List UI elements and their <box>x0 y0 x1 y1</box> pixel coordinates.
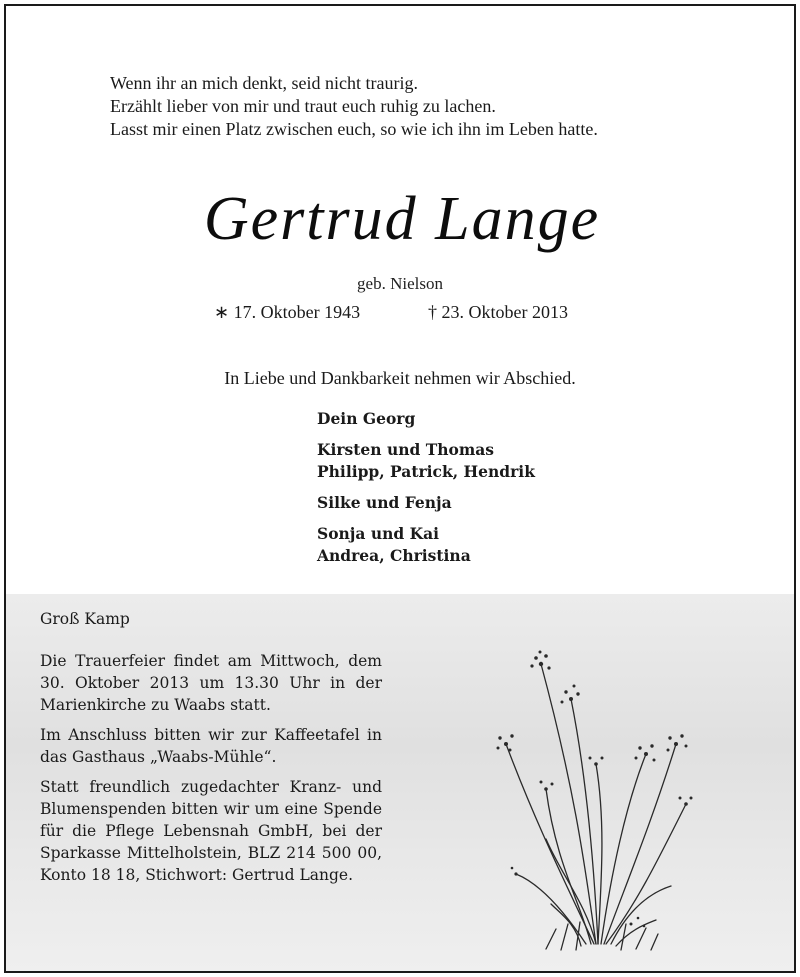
life-dates <box>214 302 568 323</box>
mourner-line: Sonja und Kai <box>317 524 440 543</box>
deceased-name: Gertrud Lange <box>203 185 601 253</box>
poem-line: Lasst mir einen Platz zwischen euch, so wie ich ihn im Leben hatte. <box>110 119 598 139</box>
ceremony-paragraph: Die Trauerfeier findet am Mittwoch, dem 30. Oktober 2013 um 13.30 Uhr in der Marienkirche zu Waabs statt. <box>40 652 382 714</box>
mourner-line: Philipp, Patrick, Hendrik <box>317 462 535 481</box>
mourner-line: Silke und Fenja <box>317 493 452 512</box>
poem <box>110 72 598 141</box>
death-date: † 23. Oktober 2013 <box>428 302 568 322</box>
donation-paragraph: Statt freundlich zugedachter Kranz- und Blumenspenden bitten wir um eine Spende für die Pflege Lebensnah GmbH, bei der Sparkasse Mittelholstein, BLZ 214 500 00, Konto 18 18, Stichwort: Gertrud Lange. <box>40 778 382 884</box>
farewell-text: In Liebe und Dankbarkeit nehmen wir Abschied. <box>224 368 576 388</box>
reception-paragraph: Im Anschluss bitten wir zur Kaffeetafel in das Gasthaus „Waabs-Mühle“. <box>40 726 382 766</box>
funeral-info <box>40 608 382 894</box>
mourners-list <box>317 408 535 576</box>
poem-line: Erzählt lieber von mir und traut euch ruhig zu lachen. <box>110 96 496 116</box>
mourner-line: Andrea, Christina <box>317 546 471 565</box>
mourner-group <box>317 439 535 483</box>
mourner-group <box>317 492 535 514</box>
mourner-group <box>317 408 535 430</box>
birth-name: geb. Nielson <box>357 274 443 293</box>
poem-line: Wenn ihr an mich denkt, seid nicht traurig. <box>110 73 418 93</box>
mourner-line: Kirsten und Thomas <box>317 440 495 459</box>
grass-plant-illustration <box>486 624 716 954</box>
mourner-group <box>317 523 535 567</box>
place-name: Groß Kamp <box>40 610 130 628</box>
mourner-line: Dein Georg <box>317 409 416 428</box>
birth-date: ∗ 17. Oktober 1943 <box>214 302 361 322</box>
obituary-notice <box>4 4 796 973</box>
funeral-info-section <box>6 594 794 971</box>
